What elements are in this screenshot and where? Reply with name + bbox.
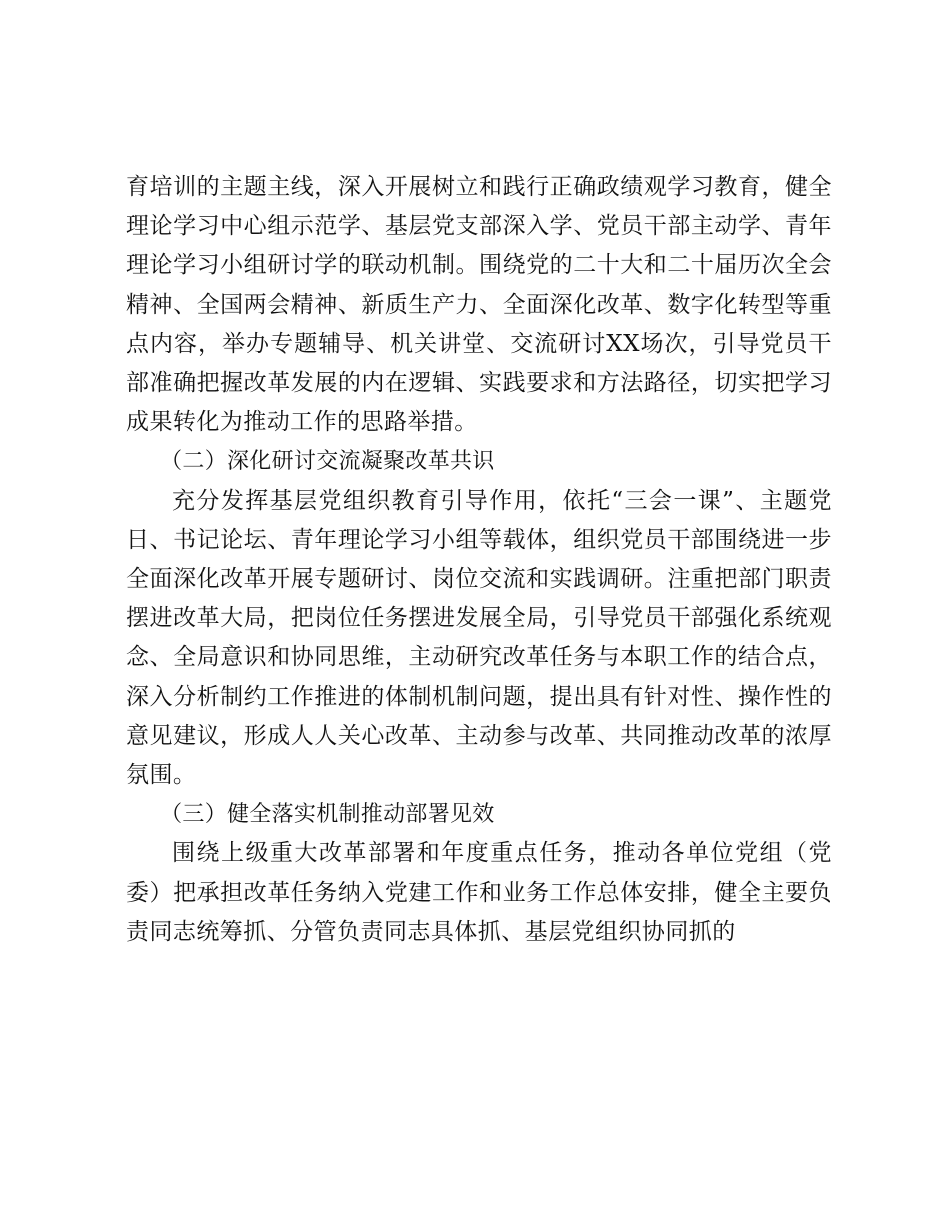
body-paragraph: 育培训的主题主线，深入开展树立和践行正确政绩观学习教育，健全理论学习中心组示范学、基层党支部深入学、党员干部主动学、青年理论学习小组研讨学的联动机制。围绕党的二十大和二十届历次全会精神、全国两会精神、新质生产力、全面深化改革、数字化转型等重点内容，举办专题辅导、机关讲堂、交流研讨XX场次，引导党员干部准确把握改革发展的内在逻辑、实践要求和方法路径，切实把学习成果转化为推动工作的思路举措。 bbox=[126, 174, 832, 436]
document-body bbox=[126, 168, 832, 952]
section-heading: （二）深化研讨交流凝聚改革共识 bbox=[160, 449, 495, 475]
section-heading: （三）健全落实机制推动部署见效 bbox=[160, 802, 495, 828]
body-paragraph: 充分发挥基层党组织教育引导作用，依托“三会一课”、主题党日、书记论坛、青年理论学习小组等载体，组织党员干部围绕进一步全面深化改革开展专题研讨、岗位交流和实践调研。注重把部门职责摆进改革大局，把岗位任务摆进发展全局，引导党员干部强化系统观念、全局意识和协同思维，主动研究改革任务与本职工作的结合点，深入分析制约工作推进的体制机制问题，提出具有针对性、操作性的意见建议，形成人人关心改革、主动参与改革、共同推动改革的浓厚氛围。 bbox=[126, 487, 832, 789]
body-paragraph: 围绕上级重大改革部署和年度重点任务，推动各单位党组（党委）把承担改革任务纳入党建工作和业务工作总体安排，健全主要负责同志统筹抓、分管负责同志具体抓、基层党组织协同抓的 bbox=[126, 840, 832, 945]
